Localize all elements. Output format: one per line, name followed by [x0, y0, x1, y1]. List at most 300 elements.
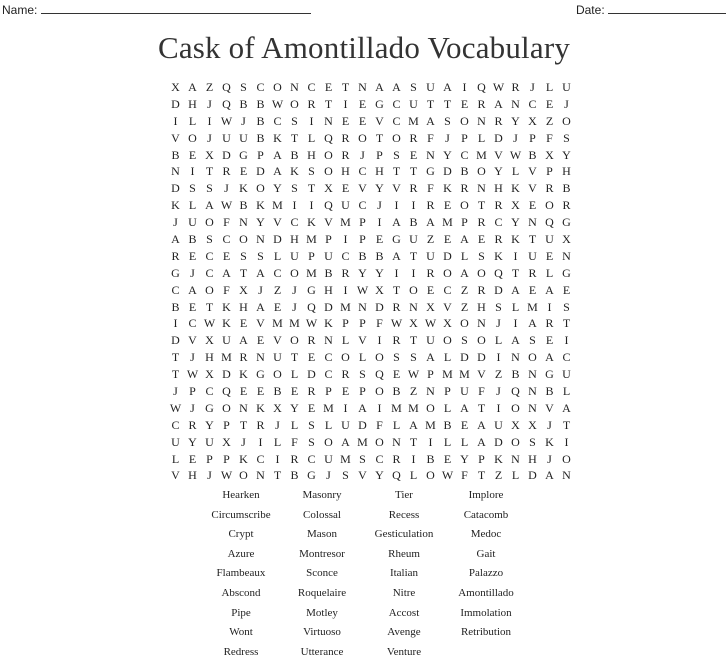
grid-letter: D: [222, 367, 231, 382]
grid-letter: P: [206, 451, 213, 466]
grid-letter: V: [273, 333, 282, 348]
grid-letter: K: [273, 130, 282, 145]
grid-letter: T: [409, 434, 418, 449]
grid-letter: V: [324, 215, 333, 230]
grid-letter: A: [545, 350, 554, 365]
grid-letter: N: [239, 215, 248, 230]
grid-letter: A: [545, 468, 554, 483]
grid-letter: I: [411, 451, 416, 466]
grid-letter: A: [188, 282, 197, 297]
grid-letter: V: [188, 333, 197, 348]
grid-letter: C: [443, 282, 452, 297]
word-list-item: Gait: [476, 547, 496, 560]
grid-letter: S: [291, 113, 298, 128]
grid-letter: S: [240, 80, 247, 94]
grid-letter: L: [307, 130, 316, 145]
grid-letter: L: [494, 333, 503, 348]
grid-letter: O: [205, 282, 214, 297]
grid-letter: L: [511, 468, 520, 483]
grid-letter: R: [494, 198, 503, 213]
date-field: [576, 2, 726, 17]
grid-letter: D: [171, 96, 180, 111]
grid-letter: D: [307, 367, 316, 382]
word-list-item: Rheum: [388, 547, 420, 560]
grid-letter: N: [528, 215, 537, 230]
grid-letter: D: [171, 333, 180, 348]
grid-letter: R: [341, 130, 350, 145]
grid-letter: P: [359, 384, 366, 399]
grid-letter: P: [376, 147, 383, 162]
grid-letter: F: [427, 181, 434, 196]
grid-letter: D: [358, 417, 367, 432]
grid-letter: B: [290, 147, 299, 162]
grid-letter: V: [477, 367, 486, 382]
grid-letter: T: [511, 265, 520, 280]
grid-letter: B: [239, 96, 248, 111]
grid-letter: V: [358, 333, 367, 348]
page-title: Cask of Amontillado Vocabulary: [157, 30, 571, 65]
grid-letter: Q: [375, 367, 384, 382]
grid-letter: A: [273, 164, 282, 179]
grid-letter: R: [477, 215, 486, 230]
grid-letter: B: [528, 147, 537, 162]
grid-letter: C: [358, 164, 367, 179]
word-list: [203, 486, 529, 662]
grid-letter: W: [356, 282, 369, 297]
grid-letter: Y: [562, 147, 571, 162]
grid-letter: Q: [494, 265, 503, 280]
grid-letter: R: [562, 198, 571, 213]
grid-letter: R: [545, 181, 554, 196]
grid-letter: I: [547, 299, 552, 314]
grid-letter: M: [442, 367, 453, 382]
grid-letter: I: [377, 215, 382, 230]
grid-letter: N: [290, 80, 299, 94]
grid-letter: A: [426, 215, 435, 230]
grid-letter: N: [324, 113, 333, 128]
grid-letter: K: [511, 181, 520, 196]
grid-letter: M: [272, 198, 283, 213]
grid-letter: I: [428, 434, 433, 449]
grid-letter: K: [443, 181, 452, 196]
grid-letter: E: [545, 96, 554, 111]
grid-letter: D: [494, 282, 503, 297]
grid-letter: L: [511, 164, 520, 179]
grid-letter: M: [391, 400, 402, 415]
word-list-item: Venture: [386, 645, 422, 658]
grid-letter: R: [188, 417, 197, 432]
grid-letter: E: [324, 80, 333, 94]
grid-letter: R: [477, 282, 486, 297]
grid-letter: U: [324, 248, 333, 263]
grid-letter: A: [460, 265, 469, 280]
grid-letter: N: [528, 384, 537, 399]
grid-letter: S: [206, 232, 213, 247]
grid-letter: I: [411, 198, 416, 213]
grid-letter: E: [188, 147, 197, 162]
grid-letter: C: [494, 215, 503, 230]
grid-letter: C: [392, 96, 401, 111]
grid-letter: J: [496, 316, 501, 331]
grid-letter: V: [171, 130, 180, 145]
grid-letter: H: [477, 299, 486, 314]
grid-letter: R: [426, 265, 435, 280]
word-list-item: Virtuoso: [303, 626, 341, 639]
grid-letter: M: [476, 147, 487, 162]
grid-letter: Z: [273, 282, 282, 297]
grid-letter: D: [324, 299, 333, 314]
grid-letter: O: [273, 80, 282, 94]
grid-letter: O: [460, 113, 469, 128]
grid-letter: X: [205, 367, 214, 382]
grid-letter: E: [239, 316, 248, 331]
grid-letter: H: [188, 468, 197, 483]
grid-letter: R: [341, 147, 350, 162]
grid-letter: Y: [494, 164, 503, 179]
grid-letter: A: [239, 333, 248, 348]
grid-letter: V: [273, 215, 282, 230]
grid-letter: B: [290, 468, 299, 483]
grid-letter: E: [358, 96, 367, 111]
grid-letter: Y: [188, 434, 197, 449]
grid-letter: V: [545, 400, 554, 415]
grid-letter: M: [357, 434, 368, 449]
grid-letter: O: [290, 265, 299, 280]
grid-letter: R: [341, 265, 350, 280]
grid-letter: A: [256, 265, 265, 280]
grid-letter: U: [273, 350, 282, 365]
grid-letter: Q: [222, 384, 231, 399]
grid-letter: D: [460, 350, 469, 365]
grid-letter: S: [461, 333, 468, 348]
grid-letter: I: [394, 198, 399, 213]
grid-letter: A: [171, 232, 180, 247]
grid-letter: R: [460, 181, 469, 196]
grid-letter: X: [545, 147, 554, 162]
word-list-item: Crypt: [228, 528, 254, 541]
grid-letter: W: [220, 198, 233, 213]
grid-letter: T: [171, 367, 180, 382]
grid-letter: E: [188, 248, 197, 263]
grid-letter: C: [460, 147, 469, 162]
grid-letter: S: [342, 468, 349, 483]
grid-letter: N: [426, 384, 435, 399]
grid-letter: O: [477, 164, 486, 179]
word-list-item: Sconce: [306, 567, 338, 580]
grid-letter: R: [341, 367, 350, 382]
grid-letter: G: [205, 400, 214, 415]
word-list-item: Abscond: [221, 586, 261, 599]
grid-letter: W: [390, 316, 403, 331]
grid-letter: N: [477, 181, 486, 196]
grid-letter: T: [477, 400, 486, 415]
grid-letter: E: [443, 451, 452, 466]
grid-letter: L: [324, 417, 333, 432]
grid-letter: J: [207, 130, 212, 145]
grid-letter: E: [307, 400, 316, 415]
grid-letter: I: [513, 248, 518, 263]
grid-letter: V: [528, 164, 537, 179]
grid-letter: M: [459, 367, 470, 382]
grid-letter: P: [189, 384, 196, 399]
grid-letter: L: [460, 434, 469, 449]
grid-letter: J: [530, 80, 535, 94]
grid-letter: H: [307, 147, 316, 162]
grid-letter: M: [289, 316, 300, 331]
grid-letter: L: [545, 80, 554, 94]
grid-letter: W: [220, 468, 233, 483]
grid-letter: V: [494, 147, 503, 162]
word-list-item: Redress: [223, 645, 259, 658]
grid-letter: I: [275, 451, 280, 466]
grid-letter: E: [477, 232, 486, 247]
grid-letter: N: [562, 248, 571, 263]
grid-letter: T: [392, 164, 401, 179]
grid-letter: F: [223, 215, 230, 230]
grid-letter: O: [392, 130, 401, 145]
grid-letter: C: [256, 80, 265, 94]
grid-letter: N: [511, 451, 520, 466]
grid-letter: Y: [256, 215, 265, 230]
grid-letter: J: [547, 417, 552, 432]
grid-letter: V: [171, 468, 180, 483]
grid-letter: J: [207, 96, 212, 111]
grid-letter: I: [190, 164, 195, 179]
word-list-item: Accost: [388, 606, 420, 619]
grid-letter: C: [392, 113, 401, 128]
grid-letter: N: [256, 232, 265, 247]
grid-letter: E: [545, 248, 554, 263]
grid-letter: A: [494, 96, 503, 111]
grid-letter: O: [324, 164, 333, 179]
word-list-item: Nitre: [392, 586, 416, 599]
grid-letter: R: [426, 198, 435, 213]
grid-letter: T: [562, 417, 571, 432]
grid-letter: B: [545, 384, 554, 399]
grid-letter: F: [546, 130, 553, 145]
date-blank-line: [608, 2, 726, 14]
grid-letter: H: [375, 164, 384, 179]
grid-letter: O: [324, 434, 333, 449]
grid-letter: Q: [222, 80, 231, 94]
grid-letter: K: [222, 299, 231, 314]
grid-letter: S: [478, 248, 485, 263]
grid-letter: E: [358, 113, 367, 128]
grid-letter: N: [477, 316, 486, 331]
grid-letter: E: [375, 232, 384, 247]
grid-letter: A: [477, 417, 486, 432]
grid-letter: U: [239, 130, 248, 145]
grid-letter: O: [188, 130, 197, 145]
grid-letter: B: [460, 164, 469, 179]
grid-letter: L: [290, 367, 299, 382]
grid-letter: F: [291, 434, 298, 449]
grid-letter: K: [239, 181, 248, 196]
word-list-item: Amontillado: [458, 586, 514, 599]
grid-letter: U: [562, 80, 571, 94]
grid-letter: D: [443, 164, 452, 179]
grid-letter: O: [256, 181, 265, 196]
grid-letter: H: [188, 96, 197, 111]
grid-letter: M: [425, 417, 436, 432]
grid-letter: F: [223, 282, 230, 297]
grid-letter: C: [324, 367, 333, 382]
grid-letter: E: [528, 198, 537, 213]
grid-letter: I: [462, 80, 467, 94]
grid-letter: Y: [443, 147, 452, 162]
grid-letter: X: [205, 333, 214, 348]
grid-letter: M: [306, 232, 317, 247]
grid-letter: W: [492, 80, 505, 94]
grid-letter: K: [256, 400, 265, 415]
grid-letter: K: [494, 451, 503, 466]
grid-letter: U: [341, 417, 350, 432]
grid-letter: O: [239, 468, 248, 483]
word-list-item: Circumscribe: [211, 508, 271, 521]
grid-letter: J: [224, 181, 229, 196]
grid-letter: J: [241, 434, 246, 449]
grid-letter: X: [562, 232, 571, 247]
grid-letter: G: [239, 147, 248, 162]
grid-letter: U: [460, 384, 469, 399]
grid-letter: W: [305, 316, 318, 331]
grid-letter: R: [494, 113, 503, 128]
grid-letter: T: [477, 198, 486, 213]
grid-letter: X: [409, 316, 418, 331]
grid-letter: U: [409, 232, 418, 247]
grid-letter: L: [273, 434, 282, 449]
grid-letter: Z: [545, 113, 554, 128]
grid-letter: A: [188, 80, 197, 94]
word-list-item: Medoc: [470, 528, 502, 541]
grid-letter: F: [478, 384, 485, 399]
grid-letter: F: [376, 316, 383, 331]
grid-letter: R: [392, 333, 401, 348]
grid-letter: Q: [307, 299, 316, 314]
grid-letter: D: [222, 147, 231, 162]
grid-letter: V: [375, 113, 384, 128]
grid-letter: E: [307, 350, 316, 365]
grid-letter: W: [186, 367, 199, 382]
grid-letter: T: [290, 130, 299, 145]
grid-letter: I: [309, 113, 314, 128]
grid-letter: U: [562, 367, 571, 382]
grid-letter: M: [340, 299, 351, 314]
grid-letter: R: [239, 350, 248, 365]
grid-letter: O: [545, 198, 554, 213]
grid-letter: I: [513, 316, 518, 331]
grid-letter: O: [460, 198, 469, 213]
grid-letter: H: [205, 350, 214, 365]
grid-letter: E: [528, 282, 537, 297]
grid-letter: R: [511, 80, 520, 94]
grid-letter: E: [188, 451, 197, 466]
grid-letter: C: [307, 451, 316, 466]
grid-letter: O: [375, 350, 384, 365]
grid-letter: H: [290, 232, 299, 247]
grid-letter: X: [324, 181, 333, 196]
grid-letter: Z: [494, 367, 503, 382]
grid-letter: J: [564, 96, 569, 111]
grid-letter: U: [545, 232, 554, 247]
grid-letter: S: [563, 130, 570, 145]
grid-letter: M: [221, 350, 232, 365]
grid-letter: H: [239, 299, 248, 314]
grid-letter: Q: [477, 80, 486, 94]
grid-letter: R: [392, 299, 401, 314]
grid-letter: B: [256, 96, 265, 111]
grid-letter: M: [408, 400, 419, 415]
grid-letter: O: [426, 400, 435, 415]
grid-letter: V: [528, 181, 537, 196]
grid-letter: J: [207, 468, 212, 483]
grid-letter: B: [443, 417, 452, 432]
grid-letter: R: [307, 333, 316, 348]
word-list-item: Montresor: [299, 547, 345, 560]
word-list-item: Azure: [227, 547, 255, 560]
grid-letter: K: [256, 198, 265, 213]
grid-letter: X: [222, 434, 231, 449]
grid-letter: M: [442, 215, 453, 230]
grid-letter: S: [308, 164, 315, 179]
grid-letter: L: [443, 350, 452, 365]
grid-letter: S: [257, 248, 264, 263]
grid-letter: O: [375, 434, 384, 449]
grid-letter: Y: [358, 265, 367, 280]
grid-letter: G: [562, 265, 571, 280]
grid-letter: T: [341, 80, 350, 94]
grid-letter: T: [324, 96, 333, 111]
grid-letter: C: [528, 96, 537, 111]
grid-letter: D: [477, 350, 486, 365]
word-list-item: Flambeaux: [216, 567, 266, 580]
grid-letter: E: [341, 113, 350, 128]
grid-letter: R: [307, 384, 316, 399]
date-label: Date:: [575, 3, 605, 17]
grid-letter: Q: [545, 215, 554, 230]
grid-letter: D: [375, 299, 384, 314]
grid-letter: P: [223, 417, 230, 432]
grid-letter: P: [359, 232, 366, 247]
grid-letter: E: [443, 198, 452, 213]
grid-letter: G: [307, 468, 316, 483]
grid-letter: G: [171, 265, 180, 280]
grid-letter: S: [563, 299, 570, 314]
grid-letter: L: [511, 299, 520, 314]
grid-letter: Z: [494, 468, 503, 483]
grid-letter: A: [528, 316, 537, 331]
grid-letter: T: [273, 468, 282, 483]
grid-letter: Z: [409, 384, 418, 399]
grid-letter: T: [409, 333, 418, 348]
grid-letter: F: [376, 417, 383, 432]
grid-letter: Z: [460, 282, 469, 297]
grid-letter: B: [511, 367, 520, 382]
grid-letter: S: [240, 248, 247, 263]
grid-letter: W: [509, 147, 522, 162]
grid-letter: U: [222, 130, 231, 145]
grid-letter: S: [291, 181, 298, 196]
grid-letter: W: [203, 316, 216, 331]
grid-letter: G: [392, 232, 401, 247]
word-list-item: Implore: [468, 489, 504, 501]
grid-letter: T: [171, 350, 180, 365]
grid-letter: I: [343, 282, 348, 297]
grid-letter: V: [358, 468, 367, 483]
grid-letter: K: [511, 232, 520, 247]
grid-letter: D: [494, 130, 503, 145]
grid-letter: I: [496, 350, 501, 365]
